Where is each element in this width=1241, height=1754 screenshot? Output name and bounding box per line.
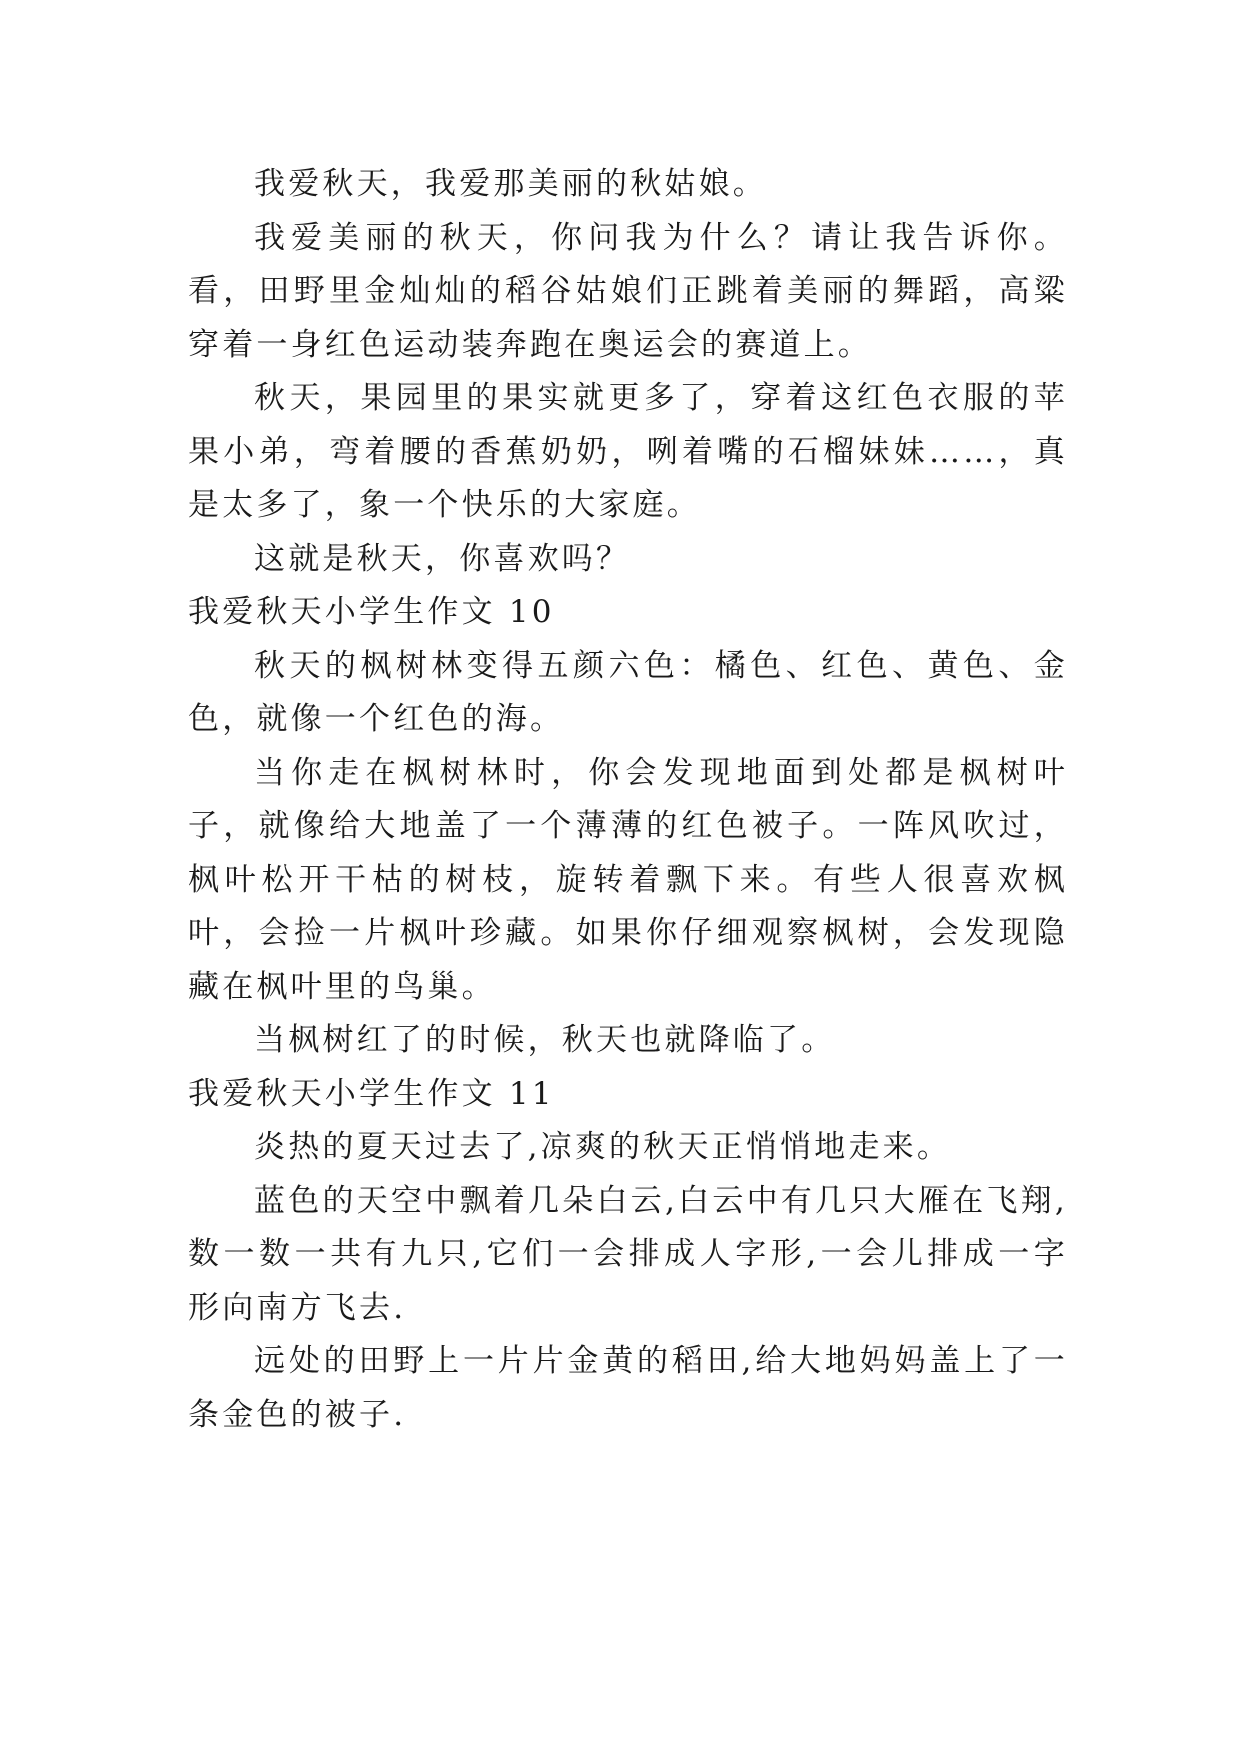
paragraph: 当枫树红了的时候，秋天也就降临了。 bbox=[254, 1022, 836, 1058]
paragraph: 这就是秋天，你喜欢吗？ bbox=[254, 540, 631, 577]
paragraph: 当你走在枫树林时，你会发现地面到处都是枫树叶子，就像给大地盖了一个薄薄的红色被子。一阵风吹过，枫叶松开干枯的树枝，旋转着飘下来。有些人很喜欢枫叶，会捡一片枫叶珍藏。如果你仔细观察枫树，会发现隐藏在枫叶里的鸟巢。 bbox=[188, 754, 1068, 1005]
paragraph: 蓝色的天空中飘着几朵白云,白云中有几只大雁在飞翔,数一数一共有九只,它们一会排成人字形,一会儿排成一字形向南方飞去. bbox=[188, 1182, 1068, 1326]
paragraph: 秋天，果园里的果实就更多了，穿着这红色衣服的苹果小弟，弯着腰的香蕉奶奶，咧着嘴的石榴妹妹……，真是太多了，象一个快乐的大家庭。 bbox=[188, 380, 1068, 523]
essay-heading: 我爱秋天小学生作文 11 bbox=[188, 1075, 555, 1112]
document-body bbox=[188, 158, 1068, 1442]
essay-heading: 我爱秋天小学生作文 10 bbox=[188, 594, 555, 630]
paragraph: 秋天的枫树林变得五颜六色：橘色、红色、黄色、金色，就像一个红色的海。 bbox=[188, 647, 1068, 737]
paragraph: 我爱秋天，我爱那美丽的秋姑娘。 bbox=[254, 166, 767, 202]
paragraph: 远处的田野上一片片金黄的稻田,给大地妈妈盖上了一条金色的被子. bbox=[188, 1343, 1068, 1433]
paragraph: 炎热的夏天过去了,凉爽的秋天正悄悄地走来。 bbox=[254, 1129, 952, 1165]
paragraph: 我爱美丽的秋天，你问我为什么？请让我告诉你。看，田野里金灿灿的稻谷姑娘们正跳着美丽的舞蹈，高粱穿着一身红色运动装奔跑在奥运会的赛道上。 bbox=[188, 219, 1068, 363]
